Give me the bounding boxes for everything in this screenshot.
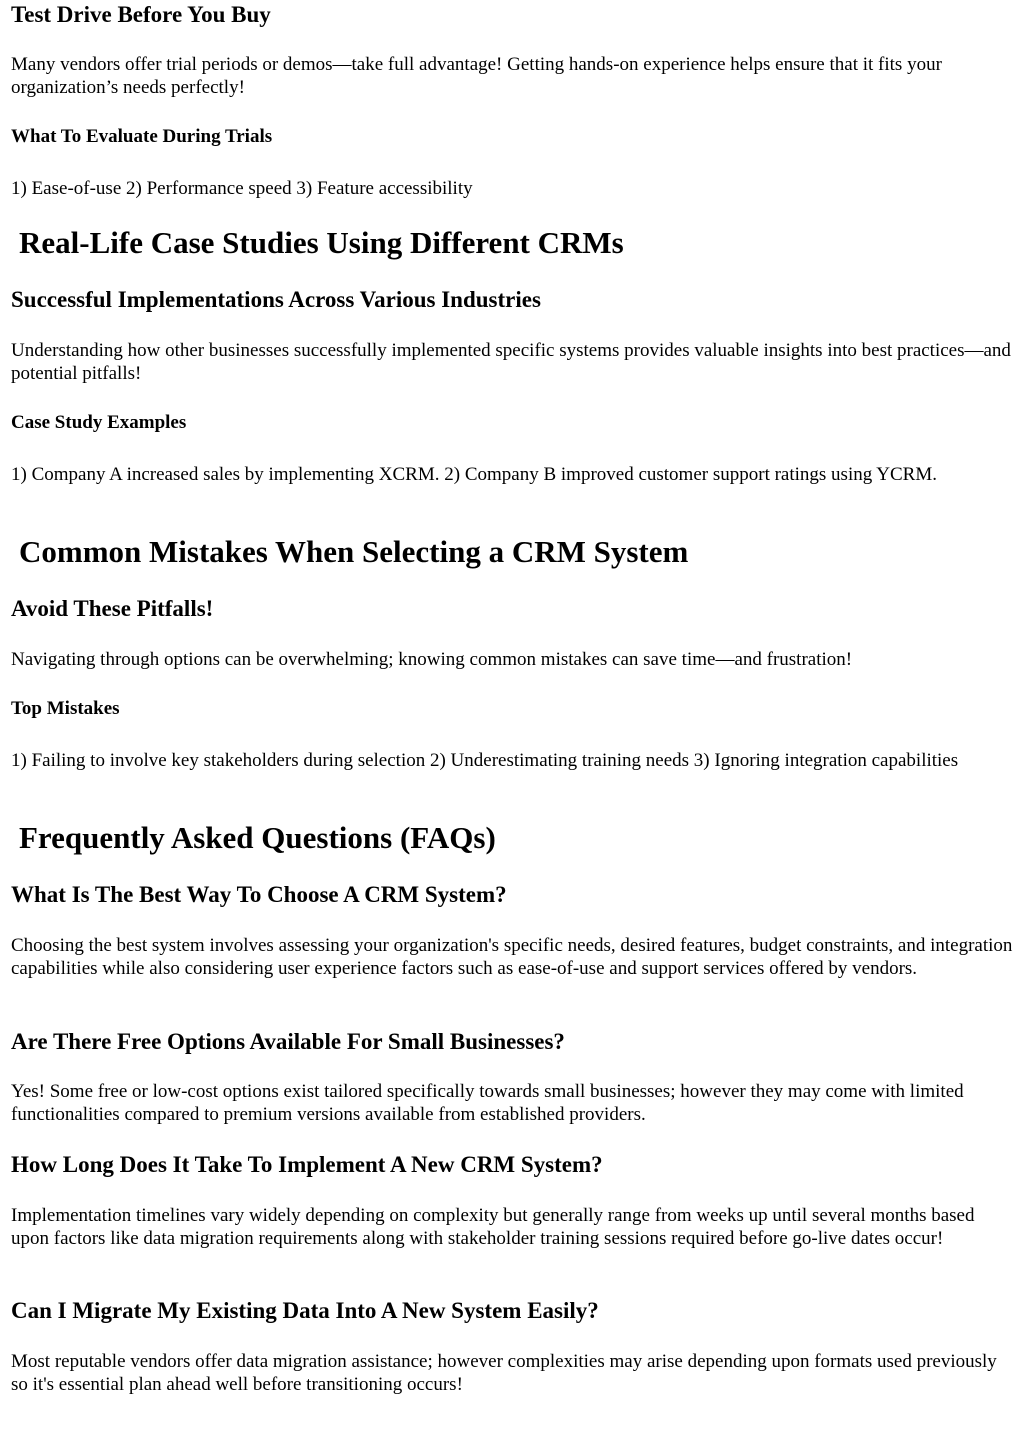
- faq-question-4: Can I Migrate My Existing Data Into A New System Easily?: [11, 1298, 599, 1323]
- paragraph-common-mistakes: Navigating through options can be overwhelming; knowing common mistakes can save time—and frustration!: [11, 649, 853, 670]
- list-case-study-examples: 1) Company A increased sales by implementing XCRM. 2) Company B improved customer support ratings using YCRM.: [11, 464, 937, 485]
- faq-answer-2: Yes! Some free or low-cost options exist tailored specifically towards small businesses; however they may come with limited functionalities compared to premium versions available from established providers.: [11, 1081, 964, 1125]
- section-title-case-studies: Real-Life Case Studies Using Different CRMs: [19, 225, 624, 260]
- subheading-top-mistakes: Top Mistakes: [11, 698, 120, 719]
- faq-answer-1: Choosing the best system involves assessing your organization's specific needs, desired features, budget constraints, and integration capabilities while also considering user experience factors such as ease-of-use and support services offered by vendors.: [11, 935, 1013, 979]
- subheading-evaluate-trials: What To Evaluate During Trials: [11, 126, 273, 147]
- list-top-mistakes: 1) Failing to involve key stakeholders during selection 2) Underestimating training needs 3) Ignoring integration capabilities: [11, 750, 959, 771]
- faq-question-3: How Long Does It Take To Implement A New CRM System?: [11, 1152, 603, 1177]
- section-heading-avoid-pitfalls: Avoid These Pitfalls!: [11, 596, 214, 621]
- paragraph-test-drive: Many vendors offer trial periods or demos—take full advantage! Getting hands-on experience helps ensure that it fits your organization’s needs perfectly!: [11, 54, 942, 98]
- section-title-faqs: Frequently Asked Questions (FAQs): [19, 820, 496, 855]
- subheading-case-study-examples: Case Study Examples: [11, 412, 187, 433]
- faq-question-2: Are There Free Options Available For Small Businesses?: [11, 1029, 565, 1054]
- list-evaluate-trials: 1) Ease-of-use 2) Performance speed 3) Feature accessibility: [11, 178, 473, 199]
- section-title-common-mistakes: Common Mistakes When Selecting a CRM System: [19, 534, 689, 569]
- faq-question-1: What Is The Best Way To Choose A CRM System?: [11, 882, 507, 907]
- section-heading-successful-implementations: Successful Implementations Across Various Industries: [11, 287, 541, 312]
- faq-answer-3: Implementation timelines vary widely depending on complexity but generally range from weeks up until several months based upon factors like data migration requirements along with stakeholder training sessions required before go-live dates occur!: [11, 1205, 975, 1249]
- section-heading-test-drive: Test Drive Before You Buy: [11, 2, 271, 27]
- faq-answer-4: Most reputable vendors offer data migration assistance; however complexities may arise depending upon formats used previously so it's essential plan ahead well before transitioning occurs!: [11, 1351, 997, 1395]
- paragraph-case-studies: Understanding how other businesses successfully implemented specific systems provides valuable insights into best practices—and potential pitfalls!: [11, 340, 1011, 384]
